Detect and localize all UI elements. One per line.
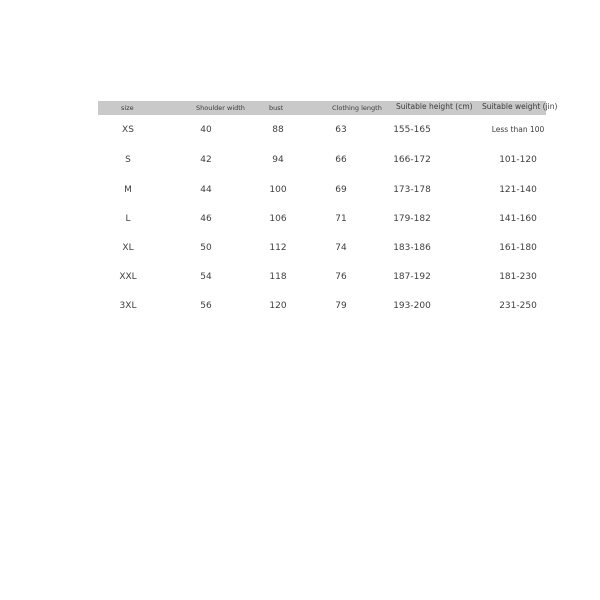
cell-suitable-weight: 141-160 — [499, 214, 537, 224]
cell-clothing-length: 74 — [335, 243, 347, 253]
cell-shoulder-width: 56 — [200, 301, 212, 311]
cell-suitable-height: 193-200 — [393, 301, 431, 311]
cell-bust: 106 — [269, 214, 287, 224]
header-suitable-weight: Suitable weight (jin) — [482, 102, 558, 111]
table-row-xs — [98, 125, 546, 155]
cell-size: S — [125, 155, 131, 165]
cell-shoulder-width: 50 — [200, 243, 212, 253]
cell-shoulder-width: 42 — [200, 155, 212, 165]
table-body — [98, 115, 546, 325]
cell-clothing-length: 71 — [335, 214, 347, 224]
cell-suitable-weight: 161-180 — [499, 243, 537, 253]
cell-suitable-weight: 121-140 — [499, 185, 537, 195]
cell-suitable-height: 187-192 — [393, 272, 431, 282]
cell-bust: 118 — [269, 272, 287, 282]
cell-suitable-height: 166-172 — [393, 155, 431, 165]
cell-suitable-weight: 101-120 — [499, 155, 537, 165]
cell-clothing-length: 79 — [335, 301, 347, 311]
cell-suitable-weight: Less than 100 — [491, 125, 545, 134]
cell-shoulder-width: 54 — [200, 272, 212, 282]
header-clothing-length: Clothing length — [332, 104, 382, 112]
table-row-3xl — [98, 301, 546, 331]
cell-shoulder-width: 44 — [200, 185, 212, 195]
header-shoulder-width: Shoulder width — [196, 104, 245, 112]
table-row-s — [98, 155, 546, 185]
cell-suitable-height: 183-186 — [393, 243, 431, 253]
cell-bust: 88 — [272, 125, 284, 135]
cell-clothing-length: 63 — [335, 125, 347, 135]
cell-size: XXL — [119, 272, 137, 282]
cell-bust: 120 — [269, 301, 287, 311]
cell-size: XL — [122, 243, 134, 253]
size-table — [98, 101, 558, 311]
cell-size: M — [124, 185, 132, 195]
table-row-l — [98, 214, 546, 244]
table-header-row — [98, 101, 558, 115]
header-suitable-height: Suitable height (cm) — [396, 102, 473, 111]
cell-clothing-length: 76 — [335, 272, 347, 282]
cell-suitable-height: 155-165 — [393, 125, 431, 135]
cell-clothing-length: 69 — [335, 185, 347, 195]
cell-bust: 100 — [269, 185, 287, 195]
cell-suitable-height: 173-178 — [393, 185, 431, 195]
cell-suitable-weight: 231-250 — [499, 301, 537, 311]
cell-size: 3XL — [119, 301, 137, 311]
cell-size: L — [125, 214, 131, 224]
table-row-xxl — [98, 272, 546, 302]
cell-size: XS — [122, 125, 134, 135]
cell-bust: 94 — [272, 155, 284, 165]
cell-suitable-weight: 181-230 — [499, 272, 537, 282]
table-row-m — [98, 185, 546, 215]
header-size: size — [121, 104, 134, 112]
cell-shoulder-width: 40 — [200, 125, 212, 135]
cell-shoulder-width: 46 — [200, 214, 212, 224]
cell-suitable-height: 179-182 — [393, 214, 431, 224]
cell-bust: 112 — [269, 243, 287, 253]
table-row-xl — [98, 243, 546, 273]
header-bust: bust — [269, 104, 284, 112]
cell-clothing-length: 66 — [335, 155, 347, 165]
